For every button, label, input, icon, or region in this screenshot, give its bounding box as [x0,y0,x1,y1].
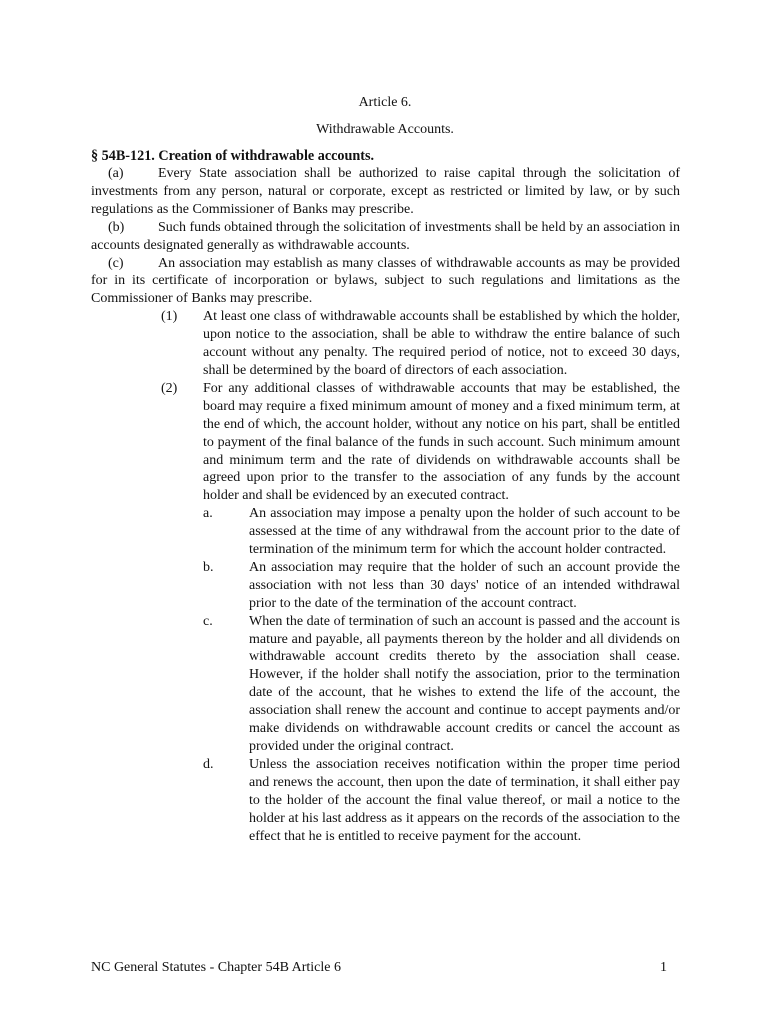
item-text: For any additional classes of withdrawable accounts that may be established, the board may require a fixed minimum amount of money and a fixed minimum term, at the end of which, the account holder, without any notice on his part, shall be entitled to payment of the final balance of the funds in such account. Such minimum amount and minimum term and the rate of dividends on withdrawable accounts shall be agreed upon prior to the transfer to the association of any funds by the account holder and shall be evidenced by an executed contract. [203,380,680,504]
sub-item-label: a. [203,506,213,522]
paragraph-a [91,165,680,219]
footer-source: NC General Statutes - Chapter 54B Article 6 [91,960,341,975]
list-item-1 [91,308,680,380]
paragraph-label: (a) [108,166,124,181]
sub-item-text: An association may require that the holder of such an account provide the association with not less than 30 days' notice of an intended withdrawal prior to the date of the termination of the account contract. [249,559,680,611]
sub-item-text: When the date of termination of such an account is passed and the account is mature and payable, all payments thereon by the holder and all dividends on withdrawable account credits thereto by the association shall cease. However, if the holder shall notify the association, prior to the termination date of the account, that he wishes to extend the life of the account, the association shall renew the account and continue to accept payments and/or make dividends on withdrawable account credits or cancel the account as provided under the original contract. [249,613,680,754]
paragraph-c [91,255,680,309]
paragraph-text: Such funds obtained through the solicitation of investments shall be held by an association in accounts designated generally as withdrawable accounts. [91,219,680,253]
sub-item-label: d. [203,756,214,772]
paragraph-b [91,219,680,255]
sub-item-c [91,613,680,756]
sub-item-label: c. [203,613,213,629]
article-title: Article 6. [358,95,412,110]
paragraph-label: (c) [108,255,124,271]
page-number: 1 [660,960,667,975]
sub-item-d [91,756,680,846]
section-body [91,165,680,845]
paragraph-label: (b) [108,219,125,235]
item-text: At least one class of withdrawable accounts shall be established by which the holder, upon notice to the association, shall be able to withdraw the entire balance of such account without any penalty. The required period of notice, not to exceed 30 days, shall be determined by the board of directors of each association. [203,309,680,378]
paragraph-text: An association may establish as many classes of withdrawable accounts as may be provided for in its certificate of incorporation or bylaws, subject to such regulations and limitations as the Commissioner of Banks may prescribe. [91,255,680,307]
sub-item-b [91,559,680,613]
paragraph-text: Every State association shall be authorized to raise capital through the solicitation of investments from any person, natural or corporate, except as restricted or limited by law, or by such regulations as the Commissioner of Banks may prescribe. [91,166,680,217]
sub-item-a [91,505,680,559]
list-item-2 [91,380,680,505]
section-heading: § 54B-121. Creation of withdrawable accounts. [91,148,375,164]
sub-item-text: Unless the association receives notification within the proper time period and renews the account, then upon the date of termination, it shall either pay to the holder of the account the final value thereof, or mail a notice to the holder at his last address as it appears on the records of the association to the effect that he is entitled to receive payment for the account. [249,756,680,844]
sub-item-label: b. [203,559,214,575]
sub-item-text: An association may impose a penalty upon the holder of such account to be assessed at the time of any withdrawal from the account prior to the date of termination of the minimum term for which the account holder contracted. [249,506,680,558]
item-label: (1) [161,309,178,325]
item-label: (2) [161,380,178,396]
article-subtitle: Withdrawable Accounts. [316,122,454,137]
